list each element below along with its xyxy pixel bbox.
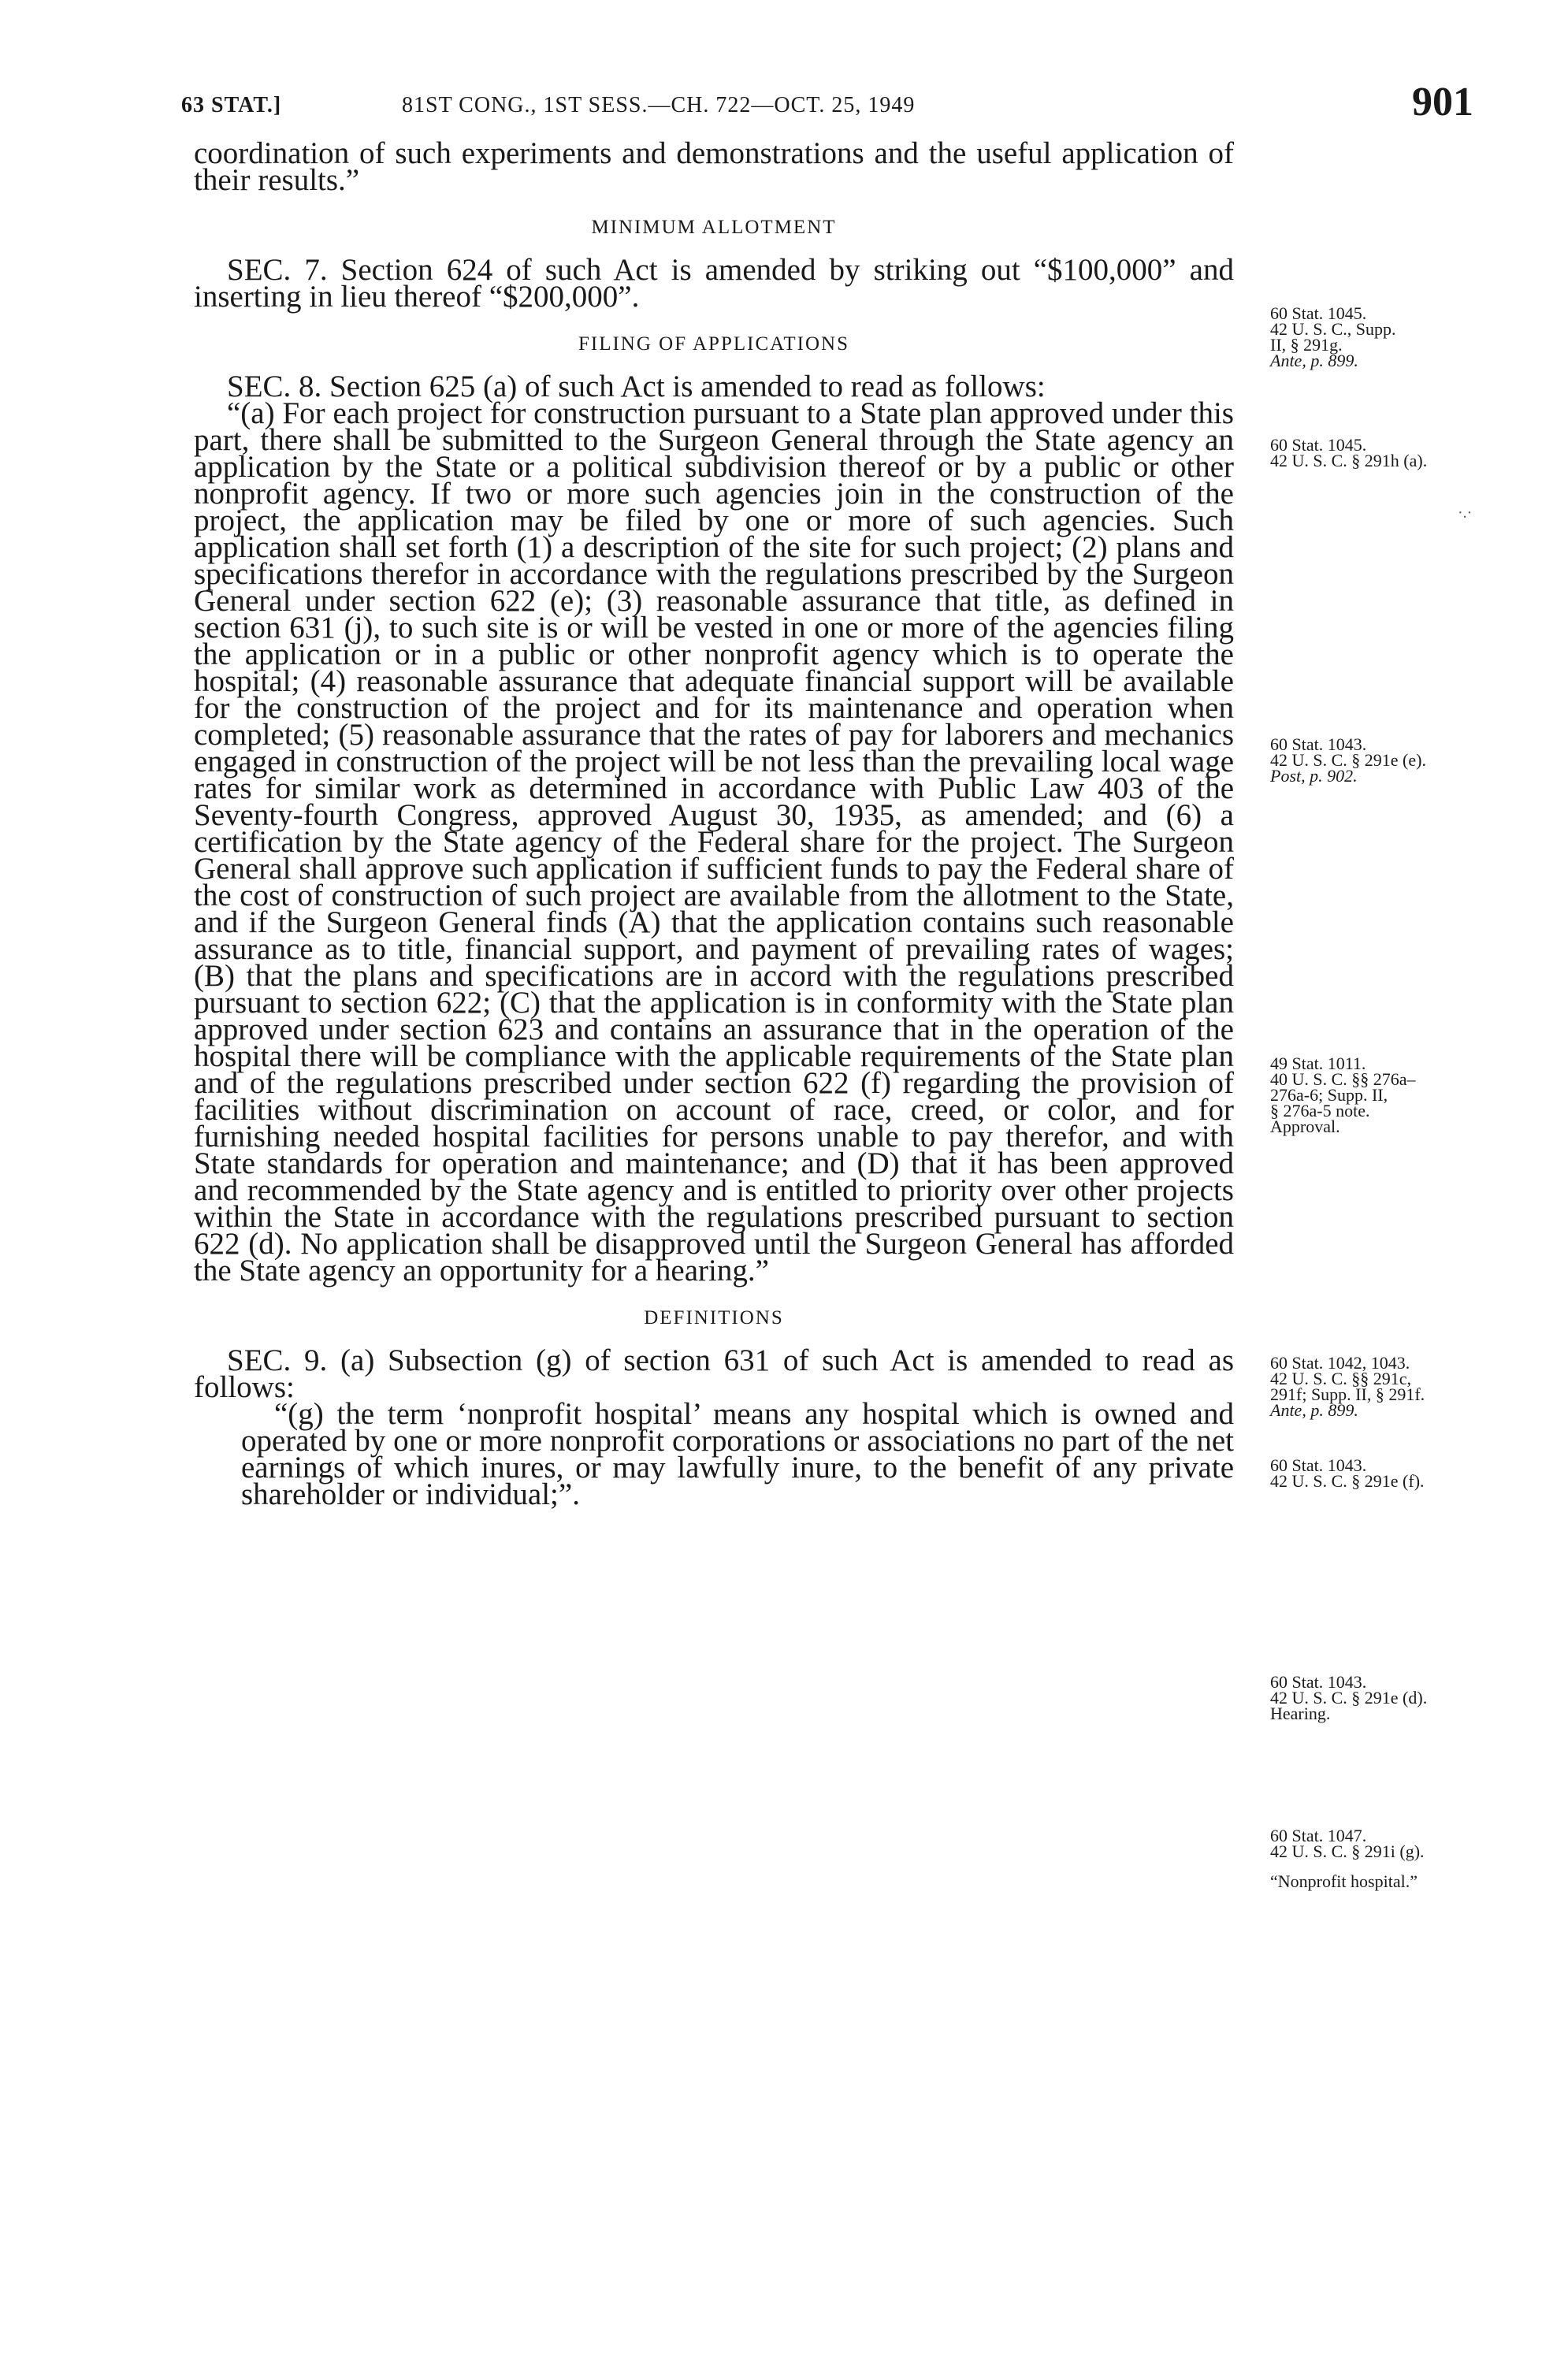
session-chapter-date: 81ST CONG., 1ST SESS.—CH. 722—OCT. 25, 1949 xyxy=(402,93,916,117)
margin-note-discrimination: 60 Stat. 1043. 42 U. S. C. § 291e (f). xyxy=(1270,1455,1425,1491)
margin-note-sec8: 60 Stat. 1045. 42 U. S. C. § 291h (a). xyxy=(1270,435,1428,470)
running-head xyxy=(181,79,1473,142)
statute-volume-label: 63 STAT.] xyxy=(181,93,282,117)
heading-filing-of-applications: FILING OF APPLICATIONS xyxy=(578,333,850,355)
heading-definitions: DEFINITIONS xyxy=(644,1307,784,1329)
margin-note-state-plan: 60 Stat. 1042, 1043. 42 U. S. C. §§ 291c, 291f; Supp. II, § 291f. Ante, p. 899. xyxy=(1270,1353,1425,1420)
margin-note-public-law-403: 49 Stat. 1011. 40 U. S. C. §§ 276a– 276a-6; Supp. II, § 276a-5 note. Approval. xyxy=(1270,1054,1416,1136)
margin-note-nonprofit-hospital: “Nonprofit hospital.” xyxy=(1270,1871,1418,1891)
section-9-quoted-text: “(g) the term ‘nonprofit hospital’ means any hospital which is owned and operated by one or more nonprofit corporations or associations no part of the net earnings of which inures, or may lawfully inure, to the benefit of any private shareholder or individual;”. xyxy=(241,1397,1234,1511)
margin-note-regulations: 60 Stat. 1043. 42 U. S. C. § 291e (e). Post, p. 902. xyxy=(1270,734,1426,786)
section-9-intro: SEC. 9. (a) Subsection (g) of section 631 of such Act is amended to read as follows: xyxy=(194,1343,1234,1404)
margin-note-sec9: 60 Stat. 1047. 42 U. S. C. § 291i (g). xyxy=(1270,1826,1425,1861)
margin-note-hearing: 60 Stat. 1043. 42 U. S. C. § 291e (d). Hearing. xyxy=(1270,1672,1428,1723)
intro-paragraph: coordination of such experiments and demonstrations and the useful application of their results.” xyxy=(194,136,1234,197)
section-8-intro: SEC. 8. Section 625 (a) of such Act is amended to read as follows: xyxy=(227,370,1046,403)
page-number: 901 xyxy=(1412,80,1473,124)
main-text-column xyxy=(194,136,1234,1511)
heading-minimum-allotment: MINIMUM ALLOTMENT xyxy=(591,217,837,238)
margin-note-sec7: 60 Stat. 1045. 42 U. S. C., Supp. II, § 291g. Ante, p. 899. xyxy=(1270,303,1396,370)
print-speck: ·.· xyxy=(1458,504,1473,522)
section-7-paragraph: SEC. 7. Section 624 of such Act is amended by striking out “$100,000” and inserting in lieu thereof “$200,000”. xyxy=(194,253,1234,314)
section-8-quoted-text: “(a) For each project for construction pursuant to a State plan approved under this part, there shall be submitted to the Surgeon General through the State agency an application by the State or a political subdivision thereof or by a public or other nonprofit agency. If two or more such agencies join in the construction of the project, the application may be filed by one or more of such agencies. Such application shall set forth (1) a description of the site for such project; (2) plans and specifications therefor in accordance with the regulations prescribed by the Surgeon General under section 622 (e); (3) reasonable assurance that title, as defined in section 631 (j), to such site is or will be vested in one or more of the agencies filing the application or in a public or other nonprofit agency which is to operate the hospital; (4) reasonable assurance that adequate financial support will be available for the construction of the project and for its maintenance and operation when completed; (5) reasonable assurance that the rates of pay for laborers and mechanics engaged in construction of the project will be not less than the prevailing local wage rates for similar work as determined in accordance with Public Law 403 of the Seventy-fourth Congress, approved August 30, 1935, as amended; and (6) a certification by the State agency of the Federal share for the project. The Surgeon General shall approve such application if sufficient funds to pay the Federal share of the cost of construction of such project are available from the allotment to the State, and if the Surgeon General finds (A) that the application contains such reasonable assurance as to title, financial support, and payment of prevailing rates of wages; (B) that the plans and specifications are in accord with the regulations prescribed pursuant to section 622; (C) that the application is in conformity with the State plan approved under section 623 and contains an assurance that in the operation of the hospital there will be compliance with the applicable requirements of the State plan and of the regulations prescribed under section 622 (f) regarding the provision of facilities without discrimination on account of race, creed, or color, and for furnishing needed hospital facilities for persons unable to pay therefor, and with State standards for operation and maintenance; and (D) that it has been approved and recommended by the State agency and is entitled to priority over other projects within the State in accordance with the regulations prescribed pursuant to section 622 (d). No application shall be disapproved until the Surgeon General has afforded the State agency an opportunity for a hearing.” xyxy=(194,396,1234,1288)
